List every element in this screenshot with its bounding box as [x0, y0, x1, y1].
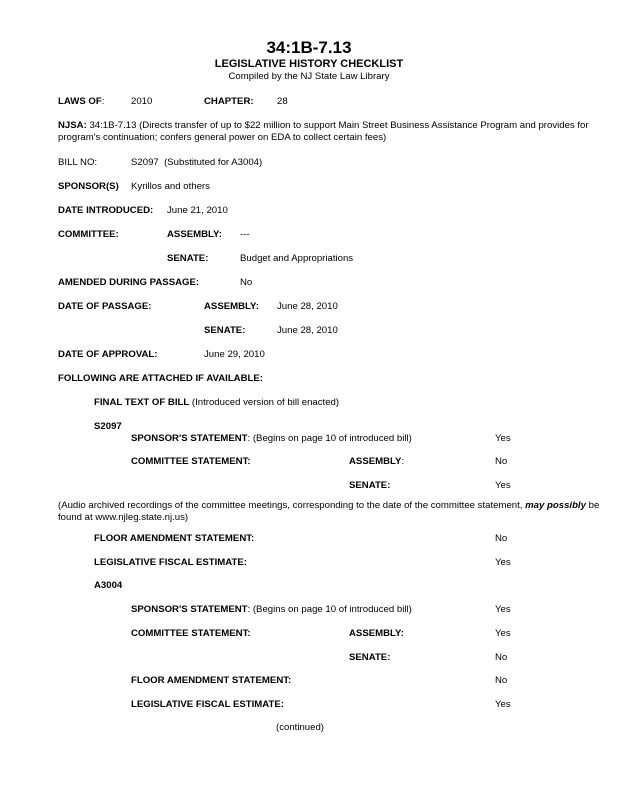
page-subtitle: LEGISLATIVE HISTORY CHECKLIST: [214, 58, 404, 70]
a3004-fiscal-estimate-label: LEGISLATIVE FISCAL ESTIMATE:: [131, 699, 284, 710]
committee-label: COMMITTEE:: [58, 229, 119, 240]
compiled-by: Compiled by the NJ State Law Library: [228, 71, 390, 82]
a3004-committee-assembly-value: Yes: [495, 628, 511, 639]
s2097-sponsor-statement-value: Yes: [495, 433, 511, 444]
committee-assembly-value: ---: [240, 229, 250, 240]
approval-value: June 29, 2010: [204, 349, 265, 360]
passage-senate-value: June 28, 2010: [277, 325, 338, 336]
a3004-committee-senate-label: SENATE:: [349, 652, 391, 663]
a3004-sponsor-statement: SPONSOR'S STATEMENT: (Begins on page 10 of introduced bill): [131, 604, 412, 615]
a3004-label: A3004: [94, 580, 123, 591]
a3004-committee-senate-value: No: [495, 652, 508, 663]
a3004-floor-amendment-label: FLOOR AMENDMENT STATEMENT:: [131, 675, 292, 686]
a3004-committee-assembly-label: ASSEMBLY:: [349, 628, 404, 639]
sponsor-label: SPONSOR(S): [58, 181, 119, 192]
laws-of-label: LAWS OF:: [58, 96, 105, 107]
laws-of-value: 2010: [131, 96, 153, 107]
s2097-committee-assembly-label: ASSEMBLY:: [349, 456, 405, 467]
njsa-description: NJSA: 34:1B-7.13 (Directs transfer of up to $22 million to support Main Street Business Assistance Program and provides for program's continuation; confers general power on EDA to collect certain fees): [58, 120, 589, 143]
a3004-fiscal-estimate-value: Yes: [495, 699, 511, 710]
amended-value: No: [240, 277, 253, 288]
date-introduced-label: DATE INTRODUCED:: [58, 205, 154, 216]
committee-assembly-label: ASSEMBLY:: [167, 229, 222, 240]
s2097-committee-assembly-value: No: [495, 456, 508, 467]
s2097-fiscal-estimate-value: Yes: [495, 557, 511, 568]
bill-no-label: BILL NO:: [58, 157, 98, 168]
page-title: 34:1B-7.13: [266, 38, 352, 57]
audio-archive-note: (Audio archived recordings of the committee meetings, corresponding to the date of the committee statement, may possibly be found at www.njleg.state.nj.us): [58, 500, 600, 523]
a3004-floor-amendment-value: No: [495, 675, 508, 686]
s2097-fiscal-estimate-label: LEGISLATIVE FISCAL ESTIMATE:: [94, 557, 247, 568]
s2097-committee-senate-value: Yes: [495, 480, 511, 491]
sponsor-value: Kyrillos and others: [131, 181, 210, 192]
date-introduced-value: June 21, 2010: [167, 205, 228, 216]
s2097-floor-amendment-label: FLOOR AMENDMENT STATEMENT:: [94, 533, 255, 544]
passage-assembly-label: ASSEMBLY:: [204, 301, 259, 312]
s2097-floor-amendment-value: No: [495, 533, 508, 544]
a3004-sponsor-statement-value: Yes: [495, 604, 511, 615]
approval-label: DATE OF APPROVAL:: [58, 349, 158, 360]
s2097-label: S2097: [94, 421, 122, 432]
committee-senate-label: SENATE:: [167, 253, 209, 264]
continued-note: (continued): [276, 722, 324, 733]
s2097-committee-senate-label: SENATE:: [349, 480, 391, 491]
passage-senate-label: SENATE:: [204, 325, 246, 336]
committee-senate-value: Budget and Appropriations: [240, 253, 354, 264]
a3004-committee-statement-label: COMMITTEE STATEMENT:: [131, 628, 251, 639]
chapter-label: CHAPTER:: [204, 96, 254, 107]
chapter-value: 28: [277, 96, 288, 107]
bill-no-value: S2097 (Substituted for A3004): [131, 157, 263, 168]
passage-label: DATE OF PASSAGE:: [58, 301, 152, 312]
s2097-committee-statement-label: COMMITTEE STATEMENT:: [131, 456, 251, 467]
passage-assembly-value: June 28, 2010: [277, 301, 338, 312]
amended-label: AMENDED DURING PASSAGE:: [58, 277, 200, 288]
final-text-line: FINAL TEXT OF BILL (Introduced version of bill enacted): [94, 397, 340, 408]
s2097-sponsor-statement: SPONSOR'S STATEMENT: (Begins on page 10 of introduced bill): [131, 433, 412, 444]
attached-heading: FOLLOWING ARE ATTACHED IF AVAILABLE:: [58, 373, 263, 384]
